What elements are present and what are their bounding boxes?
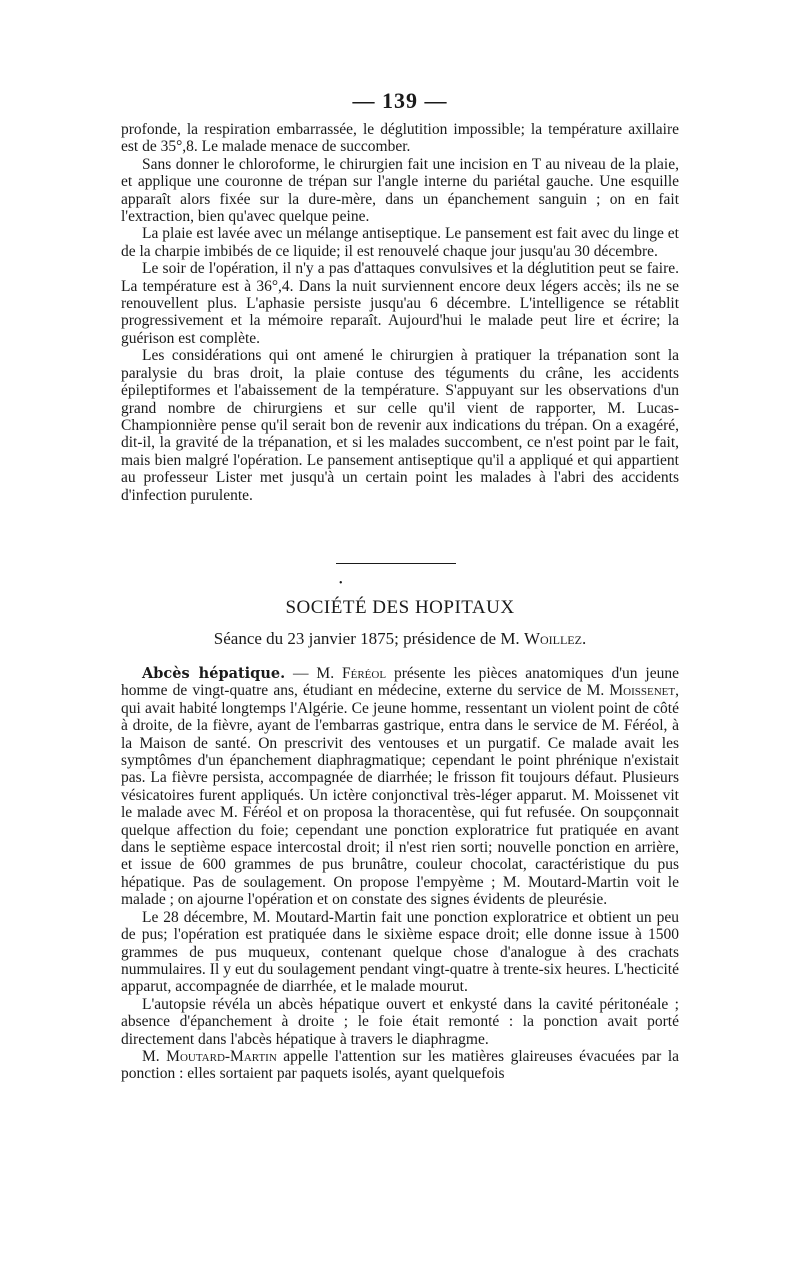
paragraph: profonde, la respiration embarrassée, le déglutition impossible; la température axillaire est de 35°,8. Le malade menace de succomber. xyxy=(121,121,679,156)
article-heading: Abcès hépatique. xyxy=(142,665,286,682)
article-dash: — M. xyxy=(285,665,342,682)
session-line xyxy=(0,629,800,649)
section-title: SOCIÉTÉ DES HOPITAUX xyxy=(285,597,515,618)
paragraph-text: appelle l'attention sur les matières glaireuses évacuées par la ponction : elles sortaient par paquets isolés, ayant quelquefois xyxy=(121,1047,680,1083)
person-name: M. Moutard-Martin xyxy=(142,1047,277,1065)
president-name: Woillez xyxy=(523,629,582,648)
top-text-block xyxy=(121,121,679,504)
paragraph: L'autopsie révéla un abcès hépatique ouvert et enkysté dans la cavité péritonéale ; absence d'épanchement à droite ; le foie était remonté : la ponction avait porté directement dans l'abcès hépatique à travers le diaphragme. xyxy=(121,995,679,1048)
article-text: , qui avait habité longtemps l'Algérie. Ce jeune homme, ressentant un violent point de côté à droite, de la fièvre, ayant de l'embarras gastrique, entra dans le service de M. Féréol, à la Maison de santé. On prescrivit des ventouses et un purgatif. Ce malade avait les symptômes d'un épanchement diaphragmatique; cependant le point phrénique n'existait pas. La fièvre persista, accompagnée de diarrhée; le frisson fit toujours défaut. Plusieurs vésicatoires furent appliqués. Un ictère conjonctival très-léger apparut. M. Moissenet vit le malade avec M. Féréol et on proposa la thoracentèse, qui fut refusée. On soupçonnait quelque affection du foie; cependant une ponction exploratrice fut pratiquée en avant dans le septième espace intercostal droit; il n'est rien sorti; nouvelle ponction en arrière, et issue de 600 grammes de pus brunâtre, couleur chocolat, caractéristique du pus hépatique. Pas de soulagement. On propose l'empyème ; M. Moutard-Martin voit le malade ; on ajourne l'opération et on constate des signes évidents de pleurésie. xyxy=(121,682,679,909)
article-paragraph xyxy=(121,665,679,909)
page-number: — 139 — xyxy=(352,88,448,113)
session-prefix: Séance du 23 janvier 1875; présidence de M. xyxy=(213,629,524,648)
session-suffix: . xyxy=(581,629,587,648)
person-name: Moissenet xyxy=(609,682,676,700)
author-name: Féréol xyxy=(342,665,387,682)
paragraph: Le soir de l'opération, il n'y a pas d'attaques convulsives et la déglutition peut se faire. La température est à 36°,4. Dans la nuit surviennent encore deux légers accès; ils ne se renouvellent plus. L'aphasie persiste jusqu'au 6 décembre. L'intelligence se rétablit progressivement et la mémoire reparaît. Aujourd'hui le malade peut lire et écrire; la guérison est complète. xyxy=(121,260,679,347)
article-text: présente les pièces anatomiques d'un jeune homme de vingt-quatre ans, étudiant en médecine, externe du service de M. xyxy=(121,665,679,700)
paragraph: La plaie est lavée avec un mélange antiseptique. Le pansement est fait avec du linge et de la charpie imbibés de ce liquide; il est renouvelé chaque jour jusqu'au 30 décembre. xyxy=(121,225,679,260)
bottom-text-block xyxy=(121,665,679,1083)
paragraph: Le 28 décembre, M. Moutard-Martin fait une ponction exploratrice et obtient un peu de pus; l'opération est pratiquée dans le sixième espace droit; elle donne issue à 1500 grammes de pus muqueux, contenant quelque chose d'analogue à des crachats nummulaires. Il y eut du soulagement pendant vingt-quatre à trente-six heures. L'hecticité apparut, accompagnée de diarrhée, et le malade mourut. xyxy=(121,908,679,996)
paragraph: Sans donner le chloroforme, le chirurgien fait une incision en T au niveau de la plaie, et applique une couronne de trépan sur l'angle interne du pariétal gauche. Une esquille apparaît alors fixée sur la dure-mère, dans un épanchement sanguin ; on en fait l'extraction, bien qu'avec quelque peine. xyxy=(121,155,679,226)
divider-dot: • xyxy=(339,578,343,589)
paragraph xyxy=(121,1048,679,1083)
paragraph: Les considérations qui ont amené le chirurgien à pratiquer la trépanation sont la paralysie du bras droit, la plaie contuse des téguments du crâne, les accidents épileptiformes et l'abaissement de la température. S'appuyant sur les observations d'un grand nombre de chirurgiens et sur celle qu'il vient de rapporter, M. Lucas-Championnière pense qu'il serait bon de revenir aux indications du trépan. On a exagéré, dit-il, la gravité de la trépanation, et si les malades succombent, ce n'est point par le fait, mais bien malgré l'opération. Le pansement antiseptique qu'il a appliqué et qui appartient au professeur Lister met jusqu'à un certain point les malades à l'abri des accidents d'infection purulente. xyxy=(121,347,679,504)
section-divider xyxy=(336,563,456,564)
